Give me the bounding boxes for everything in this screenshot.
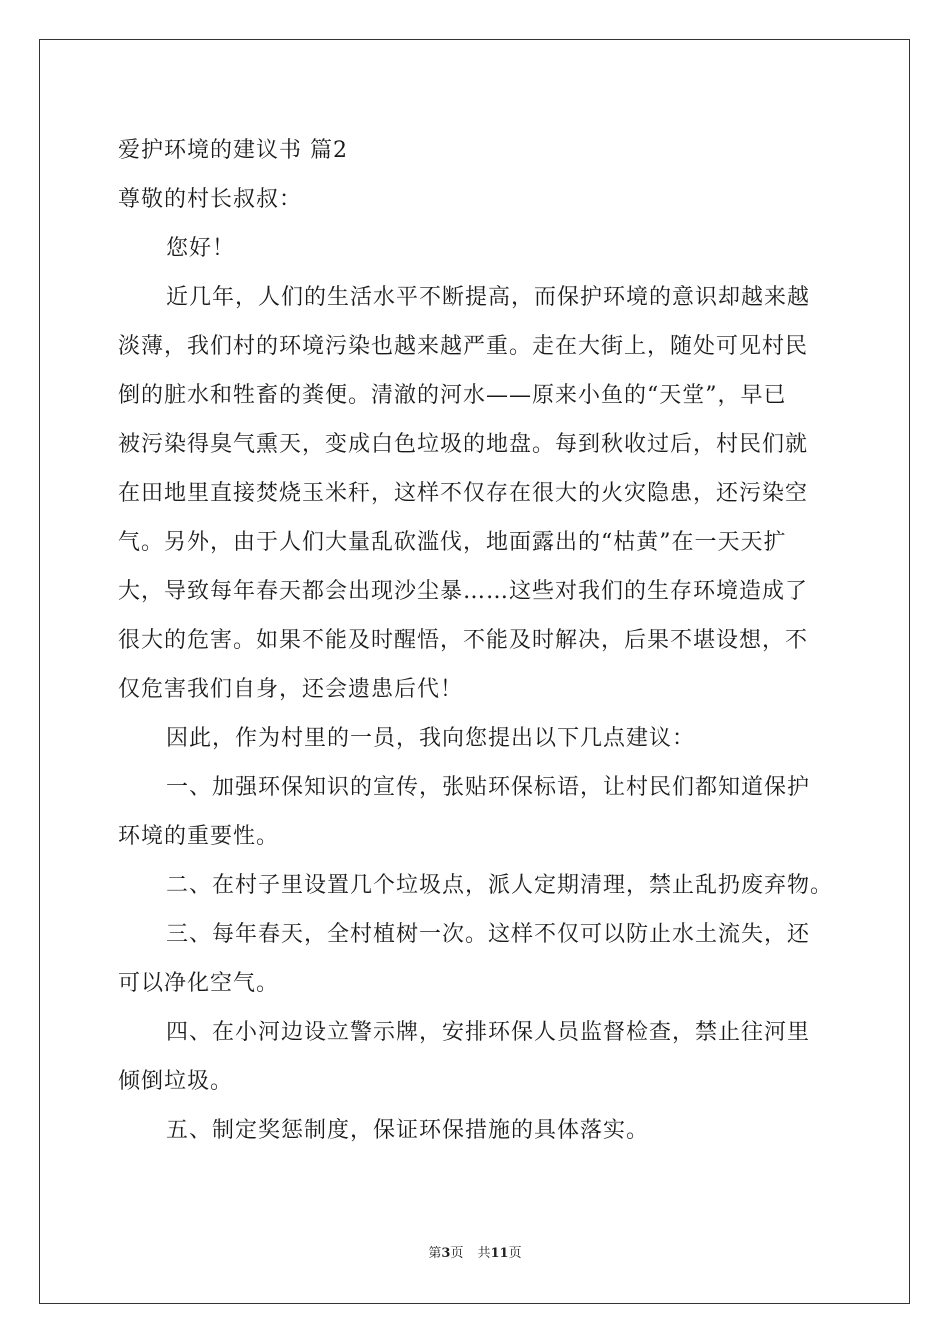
greeting: 您好！ (166, 236, 236, 261)
paragraph-line: 倒的脏水和牲畜的粪便。清澈的河水——原来小鱼的“天堂”，早已 (118, 383, 787, 408)
paragraph-line: 淡薄，我们村的环境污染也越来越严重。走在大街上，随处可见村民 (118, 334, 809, 359)
suggestion-line: 可以净化空气。 (118, 971, 280, 996)
paragraph-line: 在田地里直接焚烧玉米秆，这样不仅存在很大的火灾隐患，还污染空 (118, 481, 809, 506)
page-suffix: 页 (450, 1246, 464, 1261)
suggestion-line: 四、在小河边设立警示牌，安排环保人员监督检查，禁止往河里 (166, 1020, 811, 1045)
suggestion-line: 二、在村子里设置几个垃圾点，派人定期清理，禁止乱扔废弃物。 (166, 873, 834, 898)
paragraph-line: 仅危害我们自身，还会遗患后代！ (118, 677, 464, 702)
page-total: 11 (490, 1246, 509, 1261)
salutation: 尊敬的村长叔叔： (118, 187, 303, 212)
total-suffix: 页 (508, 1246, 522, 1261)
page-footer (0, 1245, 950, 1263)
paragraph-line: 被污染得臭气熏天，变成白色垃圾的地盘。每到秋收过后，村民们就 (118, 432, 809, 457)
suggestion-line: 三、每年春天，全村植树一次。这样不仅可以防止水土流失，还 (166, 922, 811, 947)
page-prefix: 第 (428, 1246, 442, 1261)
suggestion-line: 五、制定奖惩制度，保证环保措施的具体落实。 (166, 1118, 650, 1143)
document-body (118, 126, 840, 1155)
paragraph-line: 因此，作为村里的一员，我向您提出以下几点建议： (166, 726, 696, 751)
paragraph-line: 气。另外，由于人们大量乱砍滥伐，地面露出的“枯黄”在一天天扩 (118, 530, 787, 555)
suggestion-line: 环境的重要性。 (118, 824, 280, 849)
paragraph-line: 近几年，人们的生活水平不断提高，而保护环境的意识却越来越 (166, 285, 811, 310)
paragraph-line: 很大的危害。如果不能及时醒悟，不能及时解决，后果不堪设想，不 (118, 628, 809, 653)
document-title: 爱护环境的建议书 篇2 (118, 138, 348, 163)
suggestion-line: 一、加强环保知识的宣传，张贴环保标语，让村民们都知道保护 (166, 775, 811, 800)
suggestion-line: 倾倒垃圾。 (118, 1069, 234, 1094)
paragraph-line: 大，导致每年春天都会出现沙尘暴……这些对我们的生存环境造成了 (118, 579, 809, 604)
page-current: 3 (441, 1246, 451, 1261)
total-prefix: 共 (477, 1246, 491, 1261)
